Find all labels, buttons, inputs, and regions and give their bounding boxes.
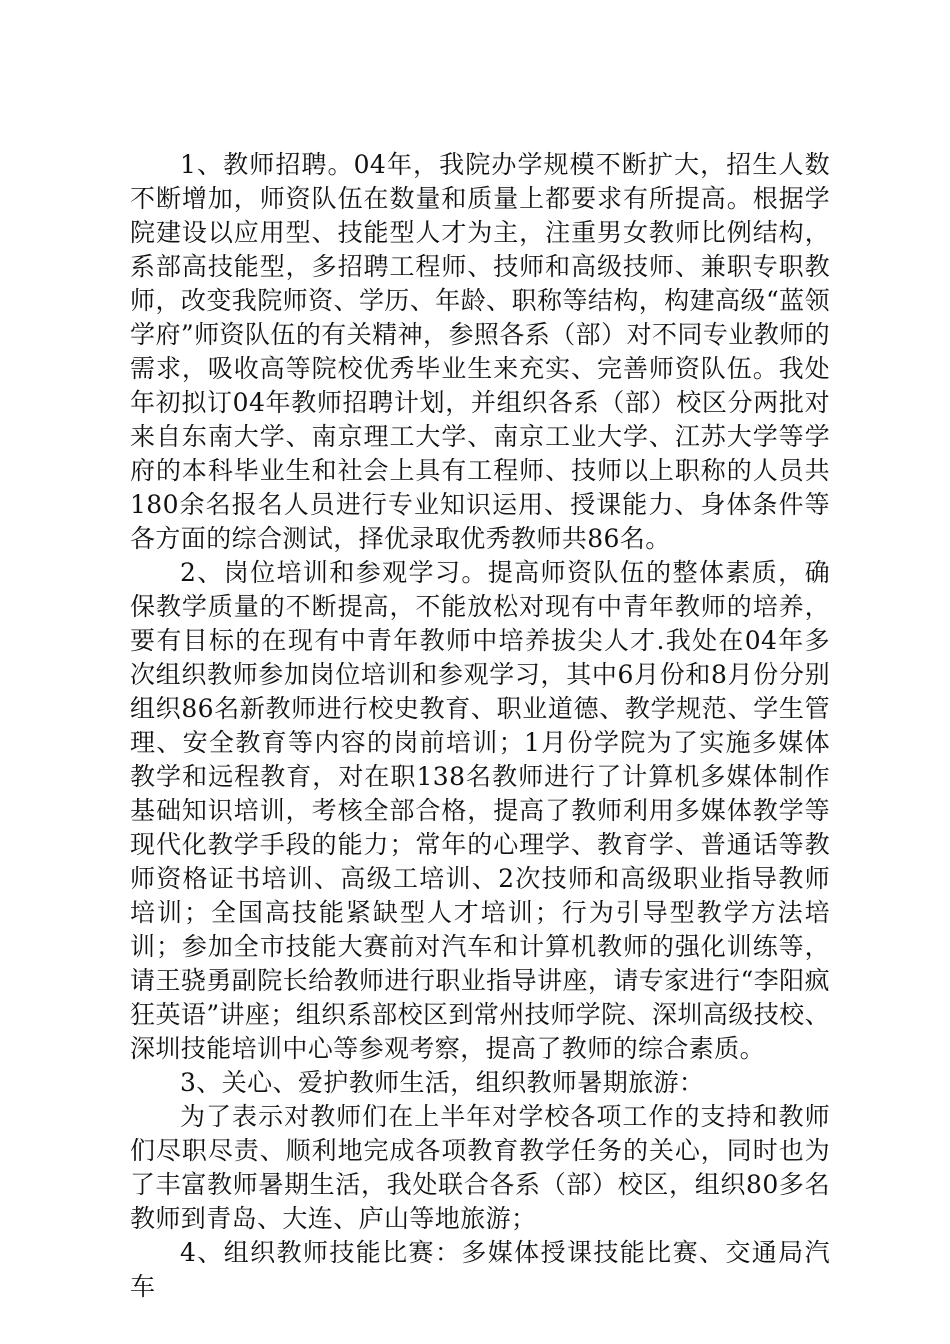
paragraph-teacher-care-heading: 3、关心、爱护教师生活，组织教师暑期旅游：: [180, 1068, 705, 1097]
document-body: [130, 148, 830, 1304]
paragraph-teacher-recruitment: 1、教师招聘。04年，我院办学规模不断扩大，招生人数不断增加，师资队伍在数量和质量上都要求有所提高。根据学院建设以应用型、技能型人才为主，注重男女教师比例结构，系部高技能型，多招聘工程师、技师和高级技师、兼职专职教师，改变我院师资、学历、年龄、职称等结构，构建高级“蓝领学府”师资队伍的有关精神，参照各系（部）对不同专业教师的需求，吸收高等院校优秀毕业生来充实、完善师资队伍。我处年初拟订04年教师招聘计划，并组织各系（部）校区分两批对来自东南大学、南京理工大学、南京工业大学、江苏大学等学府的本科毕业生和社会上具有工程师、技师以上职称的人员共180余名报名人员进行专业知识运用、授课能力、身体条件等各方面的综合测试，择优录取优秀教师共86名。: [130, 150, 830, 553]
paragraph-job-training: 2、岗位培训和参观学习。提高师资队伍的整体素质，确保教学质量的不断提高，不能放松对现有中青年教师的培养，要有目标的在现有中青年教师中培养拔尖人才.我处在04年多次组织教师参加岗位培训和参观学习，其中6月份和8月份分别组织86名新教师进行校史教育、职业道德、教学规范、学生管理、安全教育等内容的岗前培训；1月份学院为了实施多媒体教学和远程教育，对在职138名教师进行了计算机多媒体制作基础知识培训，考核全部合格，提高了教师利用多媒体教学等现代化教学手段的能力；常年的心理学、教育学、普通话等教师资格证书培训、高级工培训、2次技师和高级职业指导教师培训；全国高技能紧缺型人才培训；行为引导型教学方法培训；参加全市技能大赛前对汽车和计算机教师的强化训练等，请王骁勇副院长给教师进行职业指导讲座，请专家进行“李阳疯狂英语”讲座；组织系部校区到常州技师学院、深圳高级技校、深圳技能培训中心等参观考察，提高了教师的综合素质。: [130, 558, 830, 1063]
paragraph-skills-competition: 4、组织教师技能比赛：多媒体授课技能比赛、交通局汽车: [130, 1238, 830, 1301]
paragraph-summer-trip: 为了表示对教师们在上半年对学校各项工作的支持和教师们尽职尽责、顺利地完成各项教育教学任务的关心，同时也为了丰富教师暑期生活，我处联合各系（部）校区，组织80多名教师到青岛、大连、庐山等地旅游；: [130, 1102, 830, 1233]
